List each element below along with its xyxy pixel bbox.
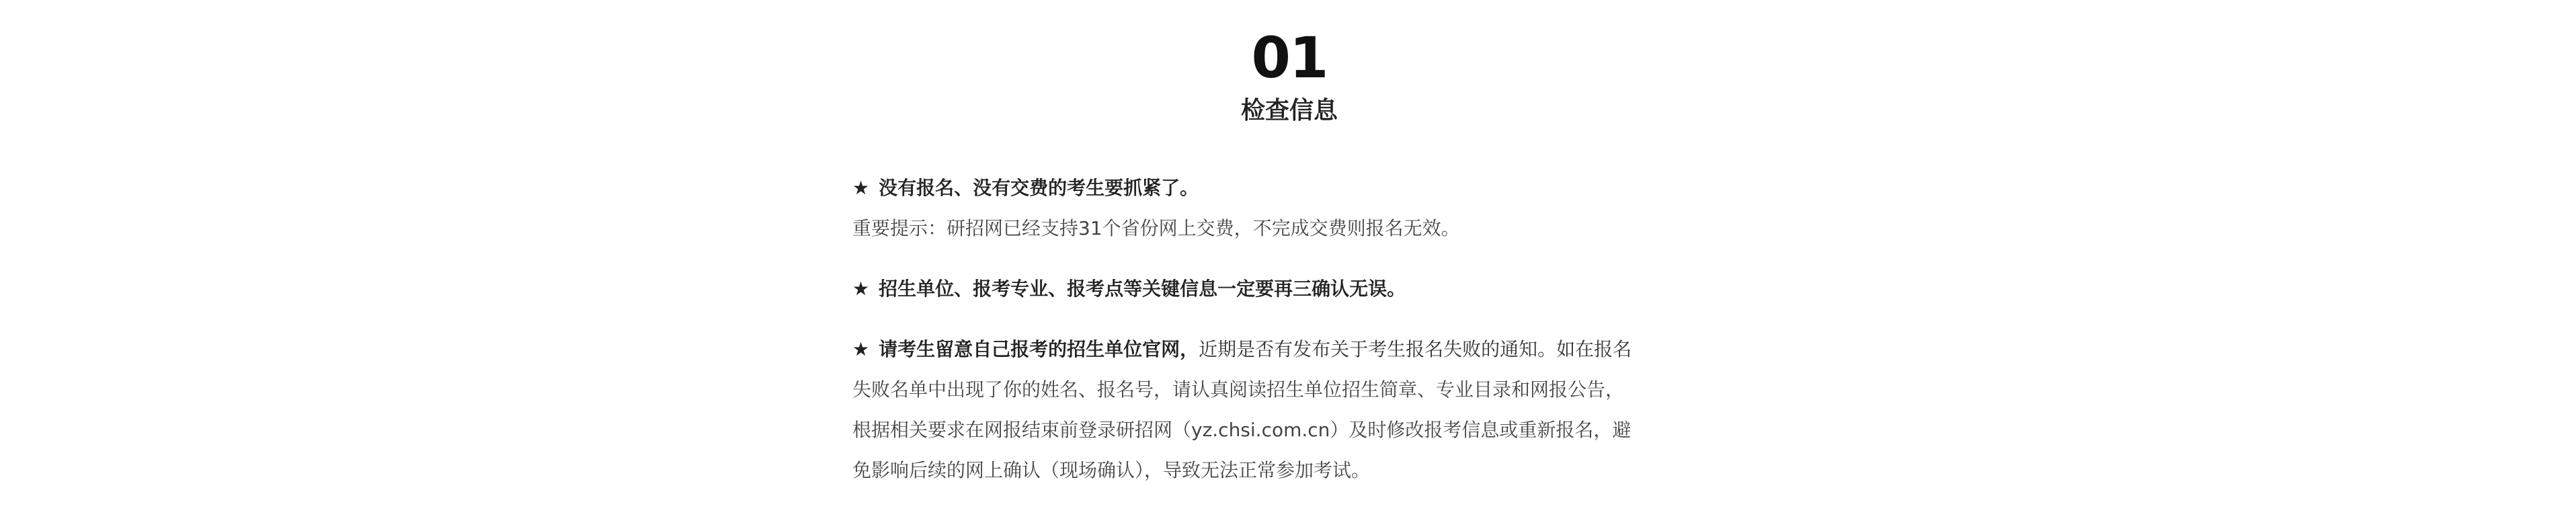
notice-heading <box>852 269 1726 309</box>
notice-text-line: 免影响后续的网上确认（现场确认），导致无法正常参加考试。 <box>852 459 1371 481</box>
star-icon: ★ <box>852 278 870 300</box>
notice-text-line: 失败名单中出现了你的姓名、报名号，请认真阅读招生单位招生简章、专业目录和网报公告， <box>852 378 1625 401</box>
notice-heading <box>852 329 1726 370</box>
step-number: 01 <box>1251 25 1328 91</box>
star-icon: ★ <box>852 338 870 360</box>
notice-item-official-site <box>852 329 1726 491</box>
notice-detail: 重要提示：研招网已经支持31个省份网上交费，不完成交费则报名无效。 <box>852 217 1460 239</box>
notice-heading <box>852 168 1726 208</box>
notice-lead: 没有报名、没有交费的考生要抓紧了。 <box>879 177 1199 199</box>
notice-item-confirm <box>852 269 1726 309</box>
star-icon: ★ <box>852 177 870 199</box>
notice-lead: 招生单位、报考专业、报考点等关键信息一定要再三确认无误。 <box>879 278 1406 300</box>
notice-text-line: 根据相关要求在网报结束前登录研招网（yz.chsi.com.cn）及时修改报考信息或重新报名，避 <box>852 419 1632 441</box>
notice-text-line: 近期是否有发布关于考生报名失败的通知。如在报名 <box>1199 338 1632 360</box>
notice-lead: 请考生留意自己报考的招生单位官网， <box>879 338 1199 360</box>
notice-item-registration <box>852 168 1726 249</box>
check-info-section <box>852 0 1726 525</box>
step-title: 检查信息 <box>1240 97 1338 124</box>
